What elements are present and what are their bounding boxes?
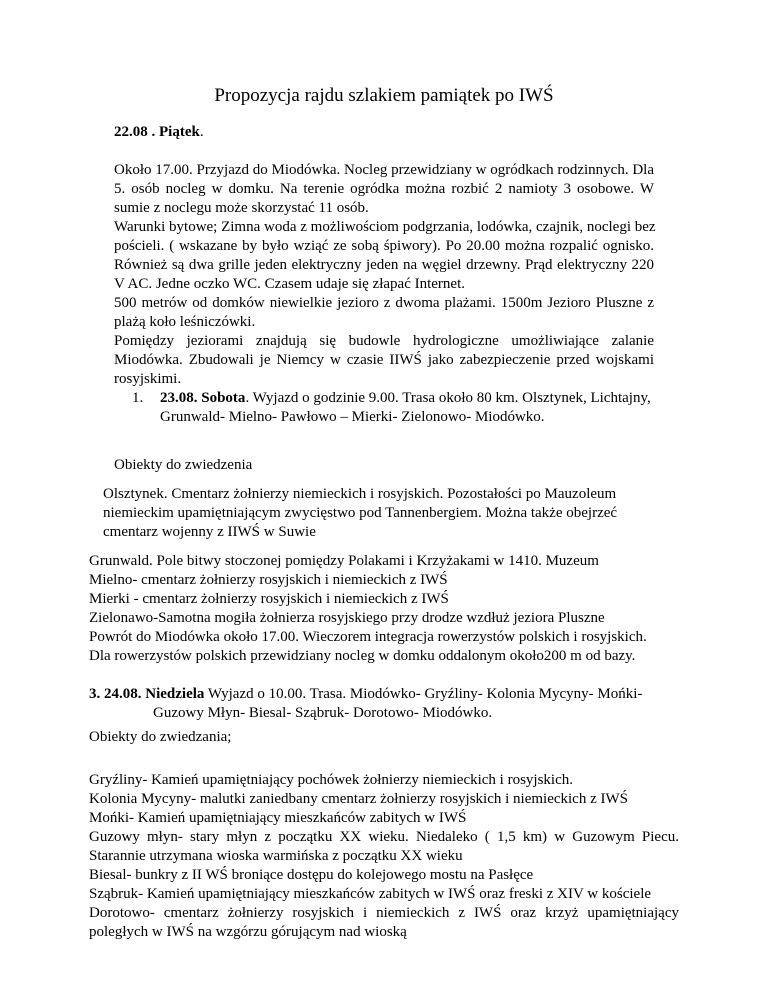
paragraph-line: V AC. Jedne oczko WC. Czasem udaje się złapać Internet.	[114, 276, 465, 292]
site-line: Dorotowo- cmentarz żołnierzy rosyjskich i niemieckich z IWŚ oraz krzyż upamiętniający	[89, 905, 679, 921]
olsztynek-paragraph	[103, 485, 617, 542]
sunday-route-line1: Wyjazd o 10.00. Trasa. Miodówko- Gryźliny- Kolonia Mycyny- Mońki-	[204, 686, 643, 702]
paragraph-line: Również są dwa grille jeden elektryczny jeden na węgiel drzewny. Prąd elektryczny 220	[114, 257, 654, 273]
day1-heading	[114, 123, 204, 142]
saturday-route-line2: Grunwald- Mielno- Pawłowo – Mierki- Zielonowo- Miodówko.	[160, 409, 545, 425]
paragraph-line: Pomiędzy jeziorami znajdują się budowle hydrologiczne umożliwiające zalanie	[114, 333, 654, 349]
objects-heading: Obiekty do zwiedzenia	[114, 457, 253, 473]
sunday-route-line2: Guzowy Młyn- Biesal- Sząbruk- Dorotowo- Miodówko.	[153, 705, 493, 721]
site-line: Gryźliny- Kamień upamiętniający pochówek żołnierzy niemieckich i rosyjskich.	[89, 772, 574, 788]
paragraph-line: pościeli. ( wskazane by było wziąć ze sobą śpiwory). Po 20.00 można rozpalić ognisko.	[114, 238, 654, 254]
return-paragraph	[89, 628, 647, 666]
list-number: 1.	[132, 390, 144, 406]
site-line: Sząbruk- Kamień upamiętniający mieszkańców zabitych w IWŚ oraz freski z XIV w kościele	[89, 886, 652, 902]
arrival-paragraph	[114, 161, 654, 332]
paragraph-line: Miodówka. Zbudowali je Niemcy w czasie IIWŚ jako zabezpieczenie przed wojskami	[114, 352, 654, 368]
paragraph-line: Około 17.00. Przyjazd do Miodówka. Nocleg przewidziany w ogródkach rodzinnych. Dla	[114, 162, 654, 178]
site-line: Grunwald. Pole bitwy stoczonej pomiędzy Polakami i Krzyżakami w 1410. Muzeum	[89, 553, 599, 569]
site-line: Starannie utrzymana wioska warmińska z początku XX wieku	[89, 848, 463, 864]
site-line: Mierki - cmentarz żołnierzy rosyjskich i niemieckich z IWŚ	[89, 591, 449, 607]
document-title: Propozycja rajdu szlakiem pamiątek po IWŚ	[214, 85, 554, 106]
site-line: Mielno- cmentarz żołnierzy rosyjskich i niemieckich z IWŚ	[89, 572, 448, 588]
site-line: poległych w IWŚ na wzgórzu górującym nad wioską	[89, 924, 407, 940]
site-line: Guzowy młyn- stary młyn z początku XX wieku. Niedaleko ( 1,5 km) w Guzowym Piecu.	[89, 829, 679, 845]
saturday-sites	[89, 552, 605, 628]
paragraph-line: plażą koło leśniczówki.	[114, 314, 256, 330]
site-line: Mońki- Kamień upamiętniający mieszkańców zabitych w IWŚ	[89, 810, 467, 826]
site-line: Biesal- bunkry z II WŚ broniące dostępu do kolejowego mostu na Pasłęce	[89, 867, 534, 883]
site-line: Kolonia Mycyny- malutki zaniedbany cmentarz żołnierzy rosyjskich i niemieckich z IWŚ	[89, 791, 628, 807]
paragraph-line: Warunki bytowe; Zimna woda z możliwościom podgrzania, lodówka, czajnik, noclegi bez	[114, 219, 656, 235]
paragraph-line: sumie z noclegu może skorzystać 11 osób.	[114, 200, 369, 216]
paragraph-line: cmentarz wojenny z IIWŚ w Suwie	[103, 524, 316, 540]
list-item-saturday	[132, 389, 654, 427]
saturday-route-line1: . Wyjazd o godzinie 9.00. Trasa około 80 km. Olsztynek, Lichtajny,	[245, 390, 651, 406]
paragraph-line: Dla rowerzystów polskich przewidziany nocleg w domku oddalonym około200 m od bazy.	[89, 648, 636, 664]
day1-date: 22.08 . Piątek	[114, 124, 200, 140]
site-line: Zielonawo-Samotna mogiła żołnierza rosyjskiego przy drodze wzdłuż jeziora Pluszne	[89, 610, 605, 626]
list-item-sunday	[89, 685, 642, 723]
paragraph-line: Olsztynek. Cmentarz żołnierzy niemieckich i rosyjskich. Pozostałości po Mauzoleum	[103, 486, 617, 502]
paragraph-line: 5. osób nocleg w domku. Na terenie ogródka można rozbić 2 namioty 3 osobowe. W	[114, 181, 654, 197]
paragraph-line: Powrót do Miodówka około 17.00. Wieczorem integracja rowerzystów polskich i rosyjskich.	[89, 629, 647, 645]
paragraph-line: niemieckim upamiętniającym zwycięstwo pod Tannenbergiem. Można także obejrzeć	[103, 505, 618, 521]
hydrology-paragraph	[114, 332, 654, 389]
saturday-date: 23.08. Sobota	[160, 390, 246, 406]
objects-heading-2: Obiekty do zwiedzania;	[89, 729, 232, 745]
sunday-sites	[89, 771, 679, 942]
day1-date-suffix: .	[199, 124, 204, 140]
paragraph-line: rosyjskimi.	[114, 371, 182, 387]
sunday-date: 3. 24.08. Niedziela	[89, 686, 205, 702]
paragraph-line: 500 metrów od domków niewielkie jezioro z dwoma plażami. 1500m Jezioro Pluszne z	[114, 295, 654, 311]
